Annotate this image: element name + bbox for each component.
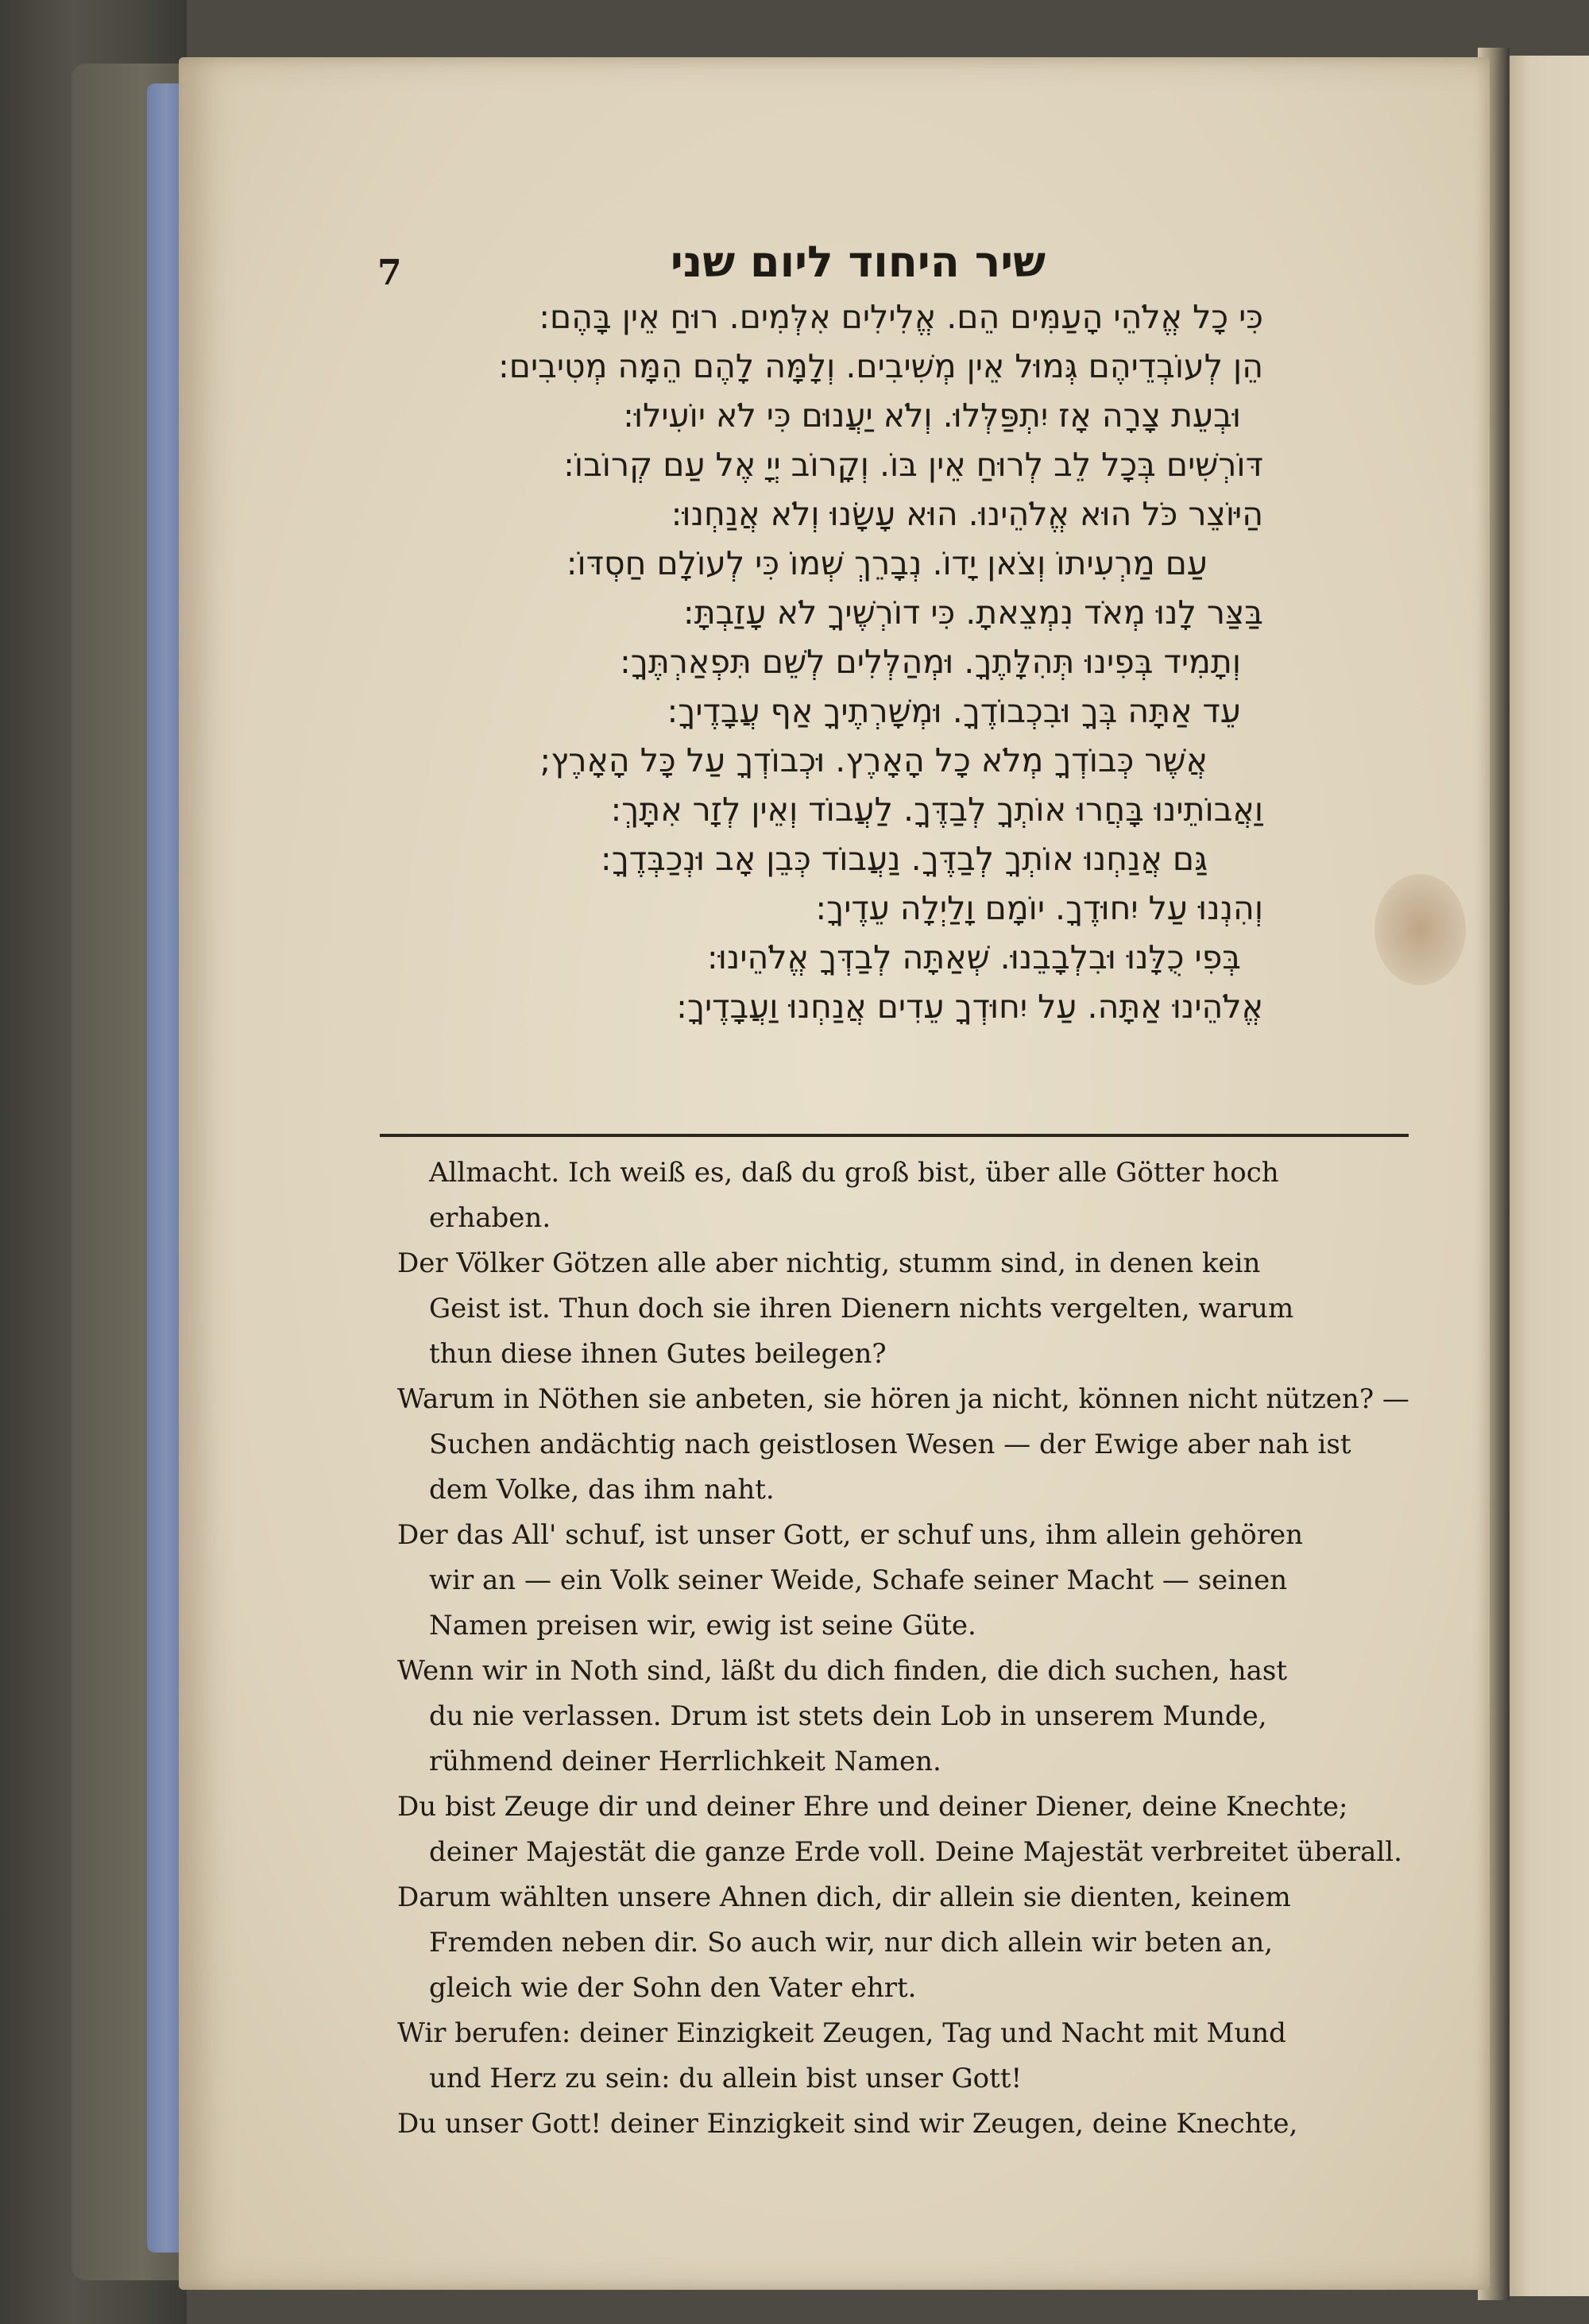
hebrew-line: בַּצַּר לָנוּ מְאֹד נִמְצֵאתָ. כִּי דוֹרְשֶׁיךָ לֹא עָזַבְתָּ: [682, 594, 1263, 632]
german-line: Der Völker Götzen alle aber nichtig, stumm sind, in denen kein [397, 1247, 1261, 1279]
hebrew-line: הֵן לְעוֹבְדֵיהֶם גְּמוּל אֵין מְשִׁיבִים. וְלָמָּה לָהֶם הֵמָּה מְטִיבִים: [497, 347, 1263, 385]
german-line: Wir berufen: deiner Einzigkeit Zeugen, Tag und Nacht mit Mund [397, 2017, 1286, 2049]
facing-page-edge [1506, 56, 1589, 2296]
german-line: Darum wählten unsere Ahnen dich, dir allein sie dienten, keinem [397, 1881, 1291, 1913]
german-line: wir an — ein Volk seiner Weide, Schafe seiner Macht — seinen [429, 1564, 1288, 1596]
hebrew-line: עַם מַרְעִיתוֹ וְצֹאן יָדוֹ. נְבָרֵךְ שְׁמוֹ כִּי לְעוֹלָם חַסְדּוֹ: [566, 544, 1208, 582]
hebrew-line: גַּם אֲנַחְנוּ אוֹתְךָ לְבַדֶּךָ. נַעֲבוֹד כְּבֵן אָב וּנְכַבְּדֶךָ: [600, 840, 1208, 878]
hebrew-text-block [421, 292, 1263, 1031]
hebrew-line: אֲשֶׁר כְּבוֹדְךָ מְלֹא כָל הָאָרֶץ. וּכְבוֹדְךָ עַל כָּל הָאָרֶץ; [539, 741, 1208, 779]
german-line: Du bist Zeuge dir und deiner Ehre und deiner Diener, deine Knechte; [397, 1791, 1348, 1823]
page-number: 7 [377, 253, 402, 293]
hebrew-line: עֵד אַתָּה בְּךָ וּבִכְבוֹדֶךָ. וּמְשָׁרְתֶיךָ אַף עֲבָדֶיךָ: [667, 692, 1241, 730]
hebrew-line: וְהִנְנוּ עַל יִחוּדֶךָ. יוֹמָם וָלַיְלָה עֵדֶיךָ: [815, 889, 1263, 927]
german-line: deiner Majestät die ganze Erde voll. Deine Majestät verbreitet überall. [429, 1836, 1402, 1868]
german-line: Namen preisen wir, ewig ist seine Güte. [429, 1610, 976, 1641]
german-line: thun diese ihnen Gutes beilegen? [429, 1338, 887, 1370]
german-line: Allmacht. Ich weiß es, daß du groß bist, über alle Götter hoch [429, 1157, 1279, 1189]
german-line: rühmend deiner Herrlichkeit Namen. [429, 1746, 941, 1777]
section-divider [380, 1134, 1409, 1137]
german-line: Der das All' schuf, ist unser Gott, er schuf uns, ihm allein gehören [397, 1519, 1304, 1551]
german-translation-block [397, 1150, 1418, 2147]
hebrew-line: וַאֲבוֹתֵינוּ בָּחֲרוּ אוֹתְךָ לְבַדֶּךָ. לַעֲבוֹד וְאֵין לְזָר אִתָּךְ: [610, 791, 1263, 829]
hebrew-line: כִּי כָל אֱלֹהֵי הָעַמִּים הֵם. אֱלִילִים אִלְּמִים. רוּחַ אֵין בָּהֶם: [539, 298, 1263, 336]
running-head: שיר היחוד ליום שני [670, 237, 1046, 287]
german-line: Du unser Gott! deiner Einzigkeit sind wir Zeugen, deine Knechte, [397, 2108, 1298, 2140]
german-line: Geist ist. Thun doch sie ihren Dienern nichts vergelten, warum [429, 1293, 1294, 1324]
hebrew-line: אֱלֹהֵינוּ אַתָּה. עַל יִחוּדְךָ עֵדִים אֲנַחְנוּ וַעֲבָדֶיךָ: [676, 988, 1263, 1026]
german-line: Warum in Nöthen sie anbeten, sie hören ja nicht, können nicht nützen? — [397, 1383, 1409, 1415]
german-line: du nie verlassen. Drum ist stets dein Lob in unserem Munde, [429, 1700, 1267, 1732]
german-line: Wenn wir in Noth sind, läßt du dich finden, die dich suchen, hast [397, 1655, 1288, 1687]
paper-stain [1374, 874, 1466, 985]
hebrew-line: דּוֹרְשִׁים בְּכָל לֵב לְרוּחַ אֵין בּוֹ. וְקָרוֹב יְיָ אֶל עַם קְרוֹבוֹ: [563, 446, 1263, 484]
german-line: und Herz zu sein: du allein bist unser Gott! [429, 2063, 1023, 2094]
hebrew-line: הַיּוֹצֵר כֹּל הוּא אֱלֹהֵינוּ. הוּא עָשָׂנוּ וְלֹא אֲנַחְנוּ: [671, 495, 1263, 533]
german-line: dem Volke, das ihm naht. [429, 1474, 775, 1506]
hebrew-line: וּבְעֵת צָרָה אָז יִתְפַּלְּלוּ. וְלֹא יַעֲנוּם כִּי לֹא יוֹעִילוּ: [623, 396, 1241, 435]
hebrew-line: וְתָמִיד בְּפִינוּ תְּהִלָּתֶךָ. וּמְהַלְּלִים לְשֵׁם תִּפְאַרְתֶּךָ: [619, 643, 1241, 681]
german-line: erhaben. [429, 1202, 551, 1234]
german-line: Suchen andächtig nach geistlosen Wesen — der Ewige aber nah ist [429, 1429, 1351, 1460]
german-line: Fremden neben dir. So auch wir, nur dich allein wir beten an, [429, 1927, 1274, 1959]
german-line: gleich wie der Sohn den Vater ehrt. [429, 1972, 917, 2004]
hebrew-line: בְּפִי כֻלָּנוּ וּבִלְבָבֵנוּ. שְׁאַתָּה לְבַדְּךָ אֱלֹהֵינוּ: [706, 938, 1241, 976]
